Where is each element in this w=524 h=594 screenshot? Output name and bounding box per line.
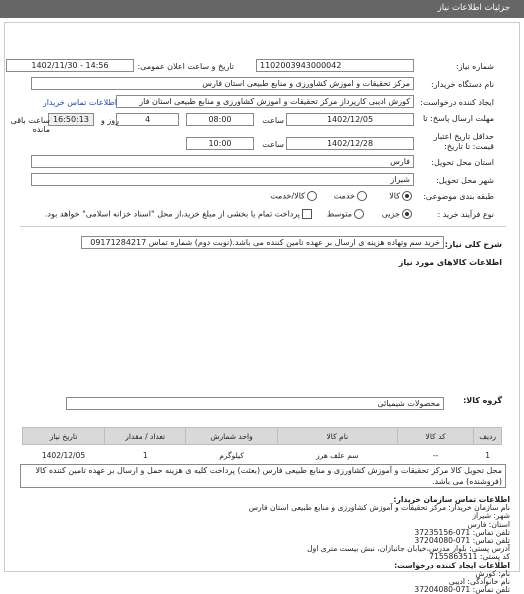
province-label: استان محل تحویل:	[431, 158, 494, 167]
province-field: فارس	[31, 155, 414, 168]
process-option-minor[interactable]: جزیی	[382, 209, 414, 219]
validity-label: حداقل تاریخ اعتبار قیمت: تا تاریخ:	[433, 132, 494, 151]
days-remaining-field: 4	[116, 113, 179, 126]
radio-icon	[307, 191, 317, 201]
category-option-goods-service[interactable]: کالا/خدمت	[270, 191, 319, 201]
col-row: ردیف	[474, 428, 502, 445]
goods-note: محل تحویل کالا مرکز تحقیقات و آموزش کشاورزی و منابع طبیعی فارس (بعثت) پرداخت کلیه ی هزینه حمل و ارسال بر عهده تامین کننده کالا (فروشنده) می باشد.	[20, 464, 506, 488]
announce-date-label: تاریخ و ساعت اعلان عمومی:	[137, 62, 234, 71]
validity-time-label: ساعت	[262, 140, 284, 149]
radio-icon	[354, 209, 364, 219]
requester-field: کورش ادیبی کارپرداز مرکز تحقیقات و اموزش کشاورزی و منابع طبیعی استان فار	[116, 95, 414, 108]
buyer-postal-code: کد پستی: 7155863511	[429, 552, 510, 562]
deadline-time-field: 08:00	[186, 113, 254, 126]
buyer-contact-link[interactable]: اطلاعات تماس خریدار	[42, 98, 117, 107]
category-label: طبقه بندی موضوعی:	[423, 192, 494, 201]
goods-section-title: اطلاعات کالاهای مورد نیاز	[398, 258, 502, 267]
treasury-payment-option[interactable]: پرداخت تمام یا بخشی از مبلغ خرید،از محل "اسناد خزانه اسلامی" خواهد بود.	[45, 209, 314, 219]
time-remaining-label: ساعت باقی مانده	[10, 116, 50, 134]
cell-date: 1402/12/05	[23, 445, 105, 467]
col-code: کد کالا	[397, 428, 473, 445]
city-label: شهر محل تحویل:	[436, 176, 494, 185]
process-label: نوع فرآیند خرید :	[437, 210, 494, 219]
creator-phone: تلفن تماس: 071-37204080	[414, 585, 510, 594]
days-label: روز و	[101, 116, 119, 125]
divider	[20, 226, 506, 227]
buyer-phone: تلفن تماس: 071-37235156	[414, 527, 510, 537]
table-header-row	[23, 428, 502, 445]
announce-date-field: 1402/11/30 - 14:56	[6, 59, 134, 72]
deadline-label: مهلت ارسال پاسخ: تا	[422, 114, 494, 123]
col-name: نام کالا	[277, 428, 397, 445]
buyer-org-field: مرکز تحقیقات و اموزش کشاورزی و منابع طبیعی استان فارس	[31, 77, 414, 90]
need-number-label: شماره نیاز:	[456, 62, 494, 71]
cell-code: --	[397, 445, 473, 467]
creator-name: نام: کورش	[475, 568, 510, 578]
validity-time-field: 10:00	[186, 137, 254, 150]
radio-icon	[357, 191, 367, 201]
buyer-address: آدرس پستی: بلوار مدرس،خیابان جانبازان، نبش بیست متری اول	[307, 544, 510, 554]
contact-section	[249, 496, 510, 594]
col-unit: واحد شمارش	[186, 428, 277, 445]
cell-row: 1	[474, 445, 502, 467]
buyer-org-name: نام سازمان خریدار: مرکز تحقیقات و آموزش کشاورزی و منابع طبیعی استان فارس	[248, 503, 510, 513]
page-header	[0, 0, 524, 18]
buyer-city: شهر: شیراز	[472, 511, 510, 521]
category-option-service[interactable]: خدمت	[334, 191, 369, 201]
city-field: شیراز	[31, 173, 414, 186]
checkbox-icon	[302, 209, 312, 219]
goods-table	[22, 427, 502, 467]
requester-label: ایجاد کننده درخواست:	[420, 98, 494, 107]
validity-date-field: 1402/12/28	[286, 137, 414, 150]
col-qty: تعداد / مقدار	[105, 428, 186, 445]
cell-qty: 1	[105, 445, 186, 467]
buyer-province: استان: فارس	[467, 519, 510, 529]
creator-contact-title: اطلاعات ایجاد کننده درخواست:	[394, 560, 510, 570]
goods-group-label: گروه کالا:	[463, 396, 502, 405]
buyer-contact-title: اطلاعات تماس سازمان خریدار:	[393, 495, 510, 504]
category-option-goods[interactable]: کالا	[389, 191, 414, 201]
time-remaining-field: 16:50:13	[48, 113, 94, 126]
process-option-medium[interactable]: متوسط	[327, 209, 366, 219]
buyer-org-label: نام دستگاه خریدار:	[431, 80, 494, 89]
description-label: شرح کلی نیاز:	[444, 240, 502, 249]
radio-selected-icon	[402, 191, 412, 201]
need-number-field: 1102003943000042	[256, 59, 414, 72]
buyer-fax: تلفن تماس: 071-37204080	[414, 536, 510, 546]
radio-selected-icon	[402, 209, 412, 219]
deadline-date-field: 1402/12/05	[286, 113, 414, 126]
col-date: تاریخ نیاز	[23, 428, 105, 445]
goods-group-field: محصولات شیمیائی	[66, 397, 444, 410]
cell-unit: کیلوگرم	[186, 445, 277, 467]
creator-family: نام خانوادگی: ادیبی	[448, 577, 510, 587]
deadline-time-label: ساعت	[262, 116, 284, 125]
cell-name: سم علف هرز	[277, 445, 397, 467]
description-field: خرید سم وتهاده هزینه ی ارسال بر عهده تامین کننده می باشد.(نوبت دوم) شماره تماس 09171284217	[81, 236, 444, 249]
page-title: جزئیات اطلاعات نیاز	[437, 3, 510, 13]
